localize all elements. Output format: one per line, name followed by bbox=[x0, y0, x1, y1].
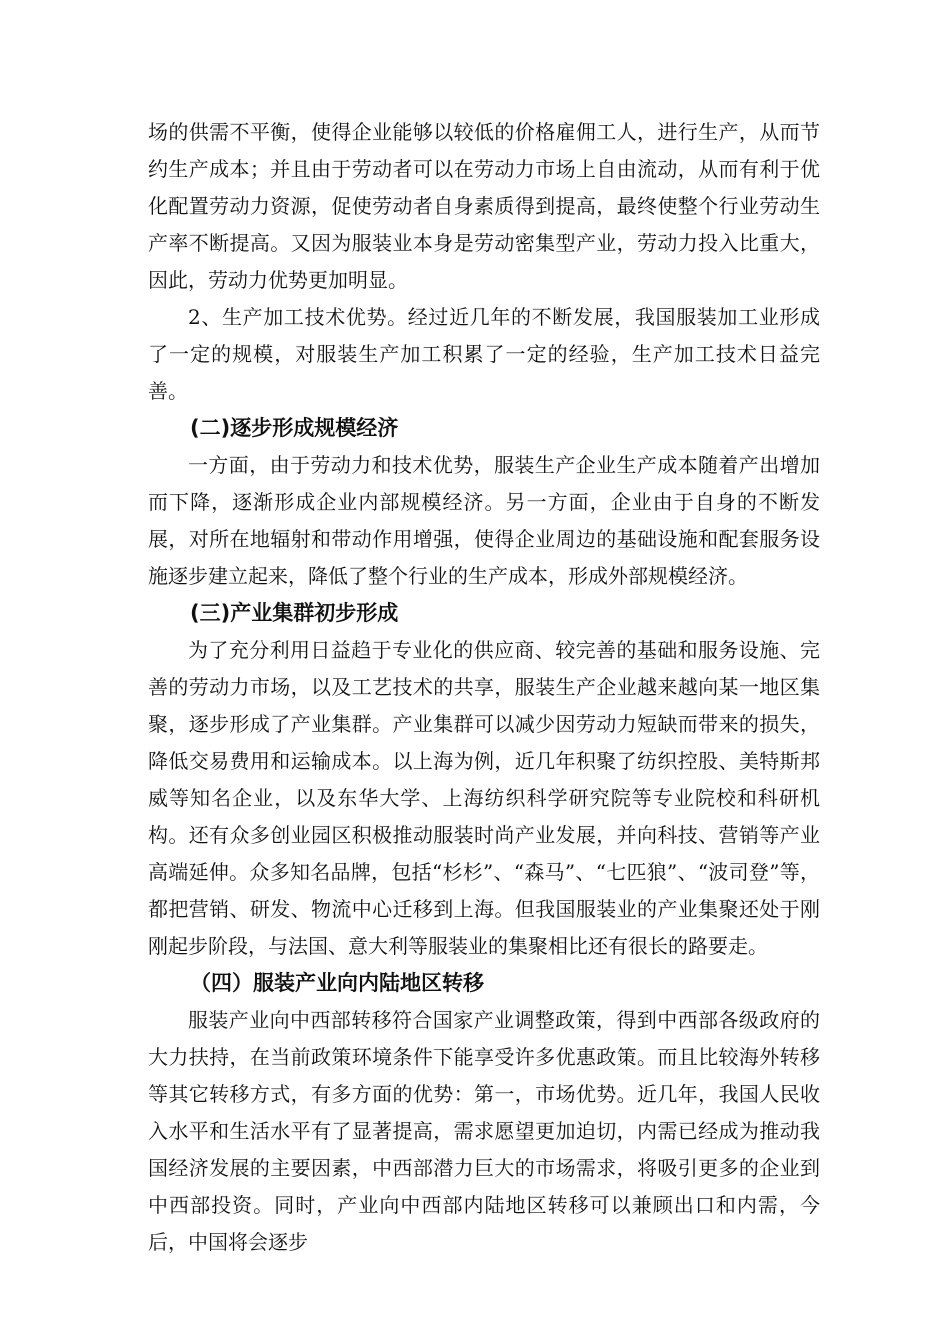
section-heading-industry-cluster: (三)产业集群初步形成 bbox=[190, 601, 399, 625]
section-heading-inland-transfer: （四）服装产业向内陆地区转移 bbox=[190, 971, 484, 995]
paragraph-inland-transfer: 服装产业向中西部转移符合国家产业调整政策，得到中西部各级政府的大力扶持，在当前政策环境条件下能享受许多优惠政策。而且比较海外转移等其它转移方式，有多方面的优势：第一，市场优势。近几年，我国人民收入水平和生活水平有了显著提高，需求愿望更加迫切，内需已经成为推动我国经济发展的主要因素，中西部潜力巨大的市场需求，将吸引更多的企业到中西部投资。同时，产业向中西部内陆地区转移可以兼顾出口和内需，今后，中国将会逐步 bbox=[148, 1008, 820, 1254]
section-heading-scale-economy: (二)逐步形成规模经济 bbox=[190, 416, 399, 440]
paragraph-labor-advantage-continued: 场的供需不平衡，使得企业能够以较低的价格雇佣工人，进行生产，从而节约生产成本；并且由于劳动者可以在劳动力市场上自由流动，从而有利于优化配置劳动力资源，促使劳动者自身素质得到提高，最终使整个行业劳动生产率不断提高。又因为服装业本身是劳动密集型产业，劳动力投入比重大，因此，劳动力优势更加明显。 bbox=[148, 120, 820, 292]
paragraph-processing-technology: 2、生产加工技术优势。经过近几年的不断发展，我国服装加工业形成了一定的规模，对服装生产加工积累了一定的经验，生产加工技术日益完善。 bbox=[148, 305, 820, 403]
paragraph-industry-cluster: 为了充分利用日益趋于专业化的供应商、较完善的基础和服务设施、完善的劳动力市场，以及工艺技术的共享，服装生产企业越来越向某一地区集聚，逐步形成了产业集群。产业集群可以减少因劳动力短缺而带来的损失，降低交易费用和运输成本。以上海为例，近几年积聚了纺织控股、美特斯邦威等知名企业，以及东华大学、上海纺织科学研究院等专业院校和科研机构。还有众多创业园区积极推动服装时尚产业发展，并向科技、营销等产业高端延伸。众多知名品牌，包括“杉杉”、“森马”、“七匹狼”、“波司登”等，都把营销、研发、物流中心迁移到上海。但我国服装业的产业集聚还处于刚刚起步阶段，与法国、意大利等服装业的集聚相比还有很长的路要走。 bbox=[148, 638, 820, 958]
paragraph-scale-economy: 一方面，由于劳动力和技术优势，服装生产企业生产成本随着产出增加而下降，逐渐形成企业内部规模经济。另一方面，企业由于自身的不断发展，对所在地辐射和带动作用增强，使得企业周边的基础设施和配套服务设施逐步建立起来，降低了整个行业的生产成本，形成外部规模经济。 bbox=[148, 453, 820, 588]
document-body bbox=[148, 114, 820, 1261]
